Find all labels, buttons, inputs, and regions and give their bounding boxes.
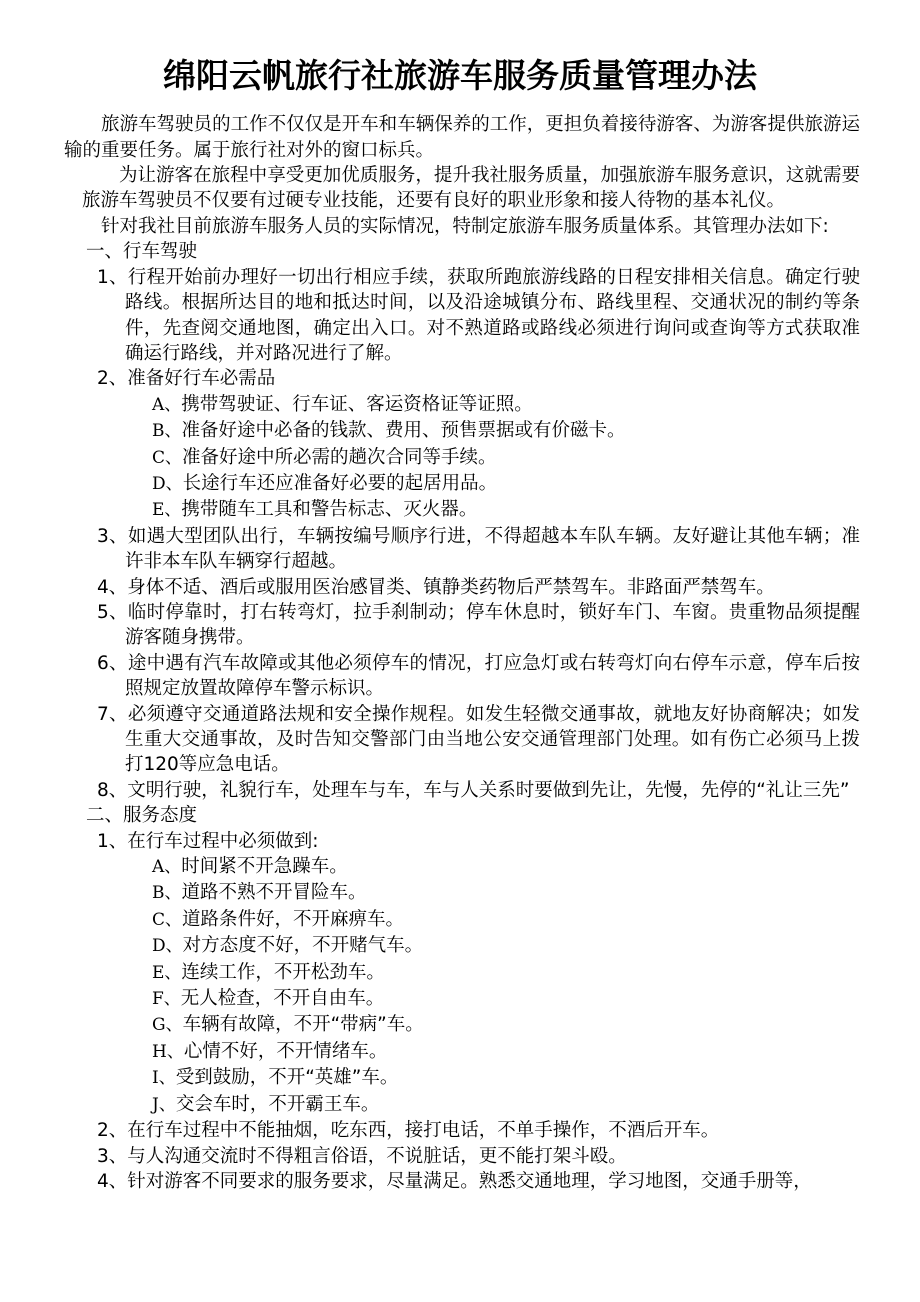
list-item-text: 行程开始前办理好一切出行相应手续，获取所跑旅游线路的日程安排相关信息。确定行驶路线。根据所达目的地和抵达时间，以及沿途城镇分布、路线里程、交通状况的制约等条件，先查阅交通地图，确定出入口。对不熟道路或路线必须进行询问或查询等方式获取准确运行路线，并对路况进行了解。	[125, 266, 860, 364]
sub-list-item	[60, 392, 860, 418]
intro-paragraphs	[60, 112, 860, 239]
list-item	[60, 1169, 860, 1194]
list-item	[60, 366, 860, 391]
intro-paragraph: 为让游客在旅程中享受更加优质服务，提升我社服务质量，加强旅游车服务意识，这就需要旅游车驾驶员不仅要有过硬专业技能，还要有良好的职业形象和接人待物的基本礼仪。	[82, 165, 860, 212]
sub-list-item-text: 道路条件好，不开麻痹车。	[182, 908, 405, 930]
sub-list-item	[60, 880, 860, 906]
sub-list-item-marker: D、	[152, 473, 183, 494]
sub-list-item-marker: H、	[152, 1041, 184, 1062]
list-item-text: 如遇大型团队出行，车辆按编号顺序行进，不得超越本车队车辆。友好避让其他车辆；准许非本车队车辆穿行超越。	[125, 525, 860, 573]
sub-list-item-text: 准备好途中所必需的趟次合同等手续。	[182, 446, 497, 468]
list-item-text: 准备好行车必需品	[127, 368, 276, 390]
section-heading: 一、行车驾驶	[86, 241, 198, 263]
sub-list-item-text: 携带驾驶证、行车证、客运资格证等证照。	[181, 393, 533, 415]
sub-list-item-marker: E、	[152, 500, 182, 521]
list-item	[60, 575, 860, 600]
sub-list-item	[60, 933, 860, 959]
list-item	[60, 778, 860, 803]
sub-list-item-marker: G、	[152, 1015, 183, 1036]
sub-list-item	[60, 1039, 860, 1065]
sub-list-item-marker: C、	[152, 909, 183, 930]
list-item	[60, 1144, 860, 1169]
sub-list-item-text: 无人检查，不开自由车。	[180, 988, 385, 1010]
list-item-marker: 3、	[97, 1145, 128, 1167]
sub-list-item-marker: C、	[152, 447, 183, 468]
sub-list-item-marker: A、	[152, 857, 182, 878]
list-item-text: 身体不适、酒后或服用医治感冒类、镇静类药物后严禁驾车。非路面严禁驾车。	[127, 576, 775, 598]
sub-list-item-text: 长途行车还应准备好必要的起居用品。	[182, 472, 498, 494]
sub-list-item	[60, 445, 860, 471]
sub-list-item-text: 连续工作，不开松劲车。	[181, 961, 385, 983]
sub-list-item	[60, 960, 860, 986]
list-item-text: 针对游客不同要求的服务要求，尽量满足。熟悉交通地理，学习地图，交通手册等，	[127, 1170, 812, 1192]
list-item-marker: 7、	[97, 703, 128, 725]
list-item	[60, 702, 860, 778]
sub-list-item-text: 时间紧不开急躁车。	[181, 856, 348, 878]
sub-list-item-marker: I、	[152, 1068, 176, 1089]
list-item-marker: 4、	[97, 1170, 128, 1192]
sub-list-item	[60, 497, 860, 523]
list-item-marker: 2、	[97, 1120, 128, 1142]
list-item-text: 与人沟通交流时不得粗言俗语，不说脏话，更不能打架斗殴。	[127, 1145, 627, 1167]
sub-list-item	[60, 1012, 860, 1038]
sub-list-item-text: 携带随车工具和警告标志、灭火器。	[181, 499, 478, 521]
list-item	[60, 1118, 860, 1143]
sub-list-item	[60, 1065, 860, 1091]
sub-list-item-marker: B、	[152, 421, 182, 442]
page-title: 绵阳云帆旅行社旅游车服务质量管理办法	[163, 56, 757, 95]
sub-list-item-text: 车辆有故障，不开“带病”车。	[182, 1014, 424, 1036]
sub-list-item-text: 道路不熟不开冒险车。	[181, 882, 367, 904]
list-item	[60, 524, 860, 575]
list-item	[60, 600, 860, 651]
list-item-marker: 1、	[97, 830, 128, 852]
intro-paragraph: 旅游车驾驶员的工作不仅仅是开车和车辆保养的工作，更担负着接待游客、为游客提供旅游运输的重要任务。属于旅行社对外的窗口标兵。	[64, 114, 860, 161]
list-item	[60, 829, 860, 854]
list-item-marker: 2、	[97, 368, 128, 390]
sub-list-item-text: 心情不好，不开情绪车。	[183, 1040, 388, 1062]
list-item-marker: 3、	[97, 525, 128, 547]
list-item-text: 文明行驶，礼貌行车，处理车与车，车与人关系时要做到先让，先慢，先停的“礼让三先”	[127, 779, 850, 801]
sub-list-item-text: 受到鼓励，不开“英雄”车。	[175, 1067, 399, 1089]
list-item-text: 临时停靠时，打右转弯灯，拉手刹制动；停车休息时，锁好车门、车窗。贵重物品须提醒游客随身携带。	[125, 601, 860, 649]
list-item	[60, 651, 860, 702]
sub-list-item	[60, 854, 860, 880]
list-item-text: 在行车过程中必须做到:	[127, 830, 319, 852]
sub-list-item	[60, 471, 860, 497]
sub-list-item	[60, 418, 860, 444]
sub-list-item-marker: F、	[152, 989, 181, 1010]
sub-list-item	[60, 986, 860, 1012]
sub-list-item	[60, 1092, 860, 1118]
sub-list-item-marker: B、	[152, 883, 182, 904]
list-item-text: 必须遵守交通道路法规和安全操作规程。如发生轻微交通事故，就地友好协商解决；如发生重大交通事故，及时告知交警部门由当地公安交通管理部门处理。如有伤亡必须马上拨打120等应急电话。	[125, 703, 860, 776]
sub-list-item-marker: A、	[152, 394, 182, 415]
list-item-marker: 6、	[97, 652, 128, 674]
list-item-text: 途中遇有汽车故障或其他必须停车的情况，打应急灯或右转弯灯向右停车示意，停车后按照规定放置故障停车警示标识。	[125, 652, 860, 700]
sub-list-item-marker: E、	[152, 962, 182, 983]
sub-list-item-text: 交会车时，不开霸王车。	[175, 1093, 380, 1115]
list-item-text: 在行车过程中不能抽烟，吃东西，接打电话，不单手操作，不酒后开车。	[127, 1120, 720, 1142]
list-item-marker: 5、	[97, 601, 128, 623]
sections-container	[60, 239, 860, 1194]
list-item-marker: 4、	[97, 576, 128, 598]
section-heading: 二、服务态度	[86, 805, 198, 827]
sub-list-item	[60, 907, 860, 933]
sub-list-item-marker: D、	[152, 936, 183, 957]
sub-list-item-text: 准备好途中必备的钱款、费用、预售票据或有价磁卡。	[181, 420, 626, 442]
list-item-marker: 1、	[97, 266, 128, 288]
sub-list-item-marker: J、	[152, 1094, 176, 1115]
document-body	[0, 112, 920, 1194]
list-item-marker: 8、	[97, 779, 128, 801]
intro-paragraph: 针对我社目前旅游车服务人员的实际情况，特制定旅游车服务质量体系。其管理办法如下:	[101, 215, 829, 237]
sub-list-item-text: 对方态度不好，不开赌气车。	[182, 935, 424, 957]
list-item	[60, 265, 860, 367]
